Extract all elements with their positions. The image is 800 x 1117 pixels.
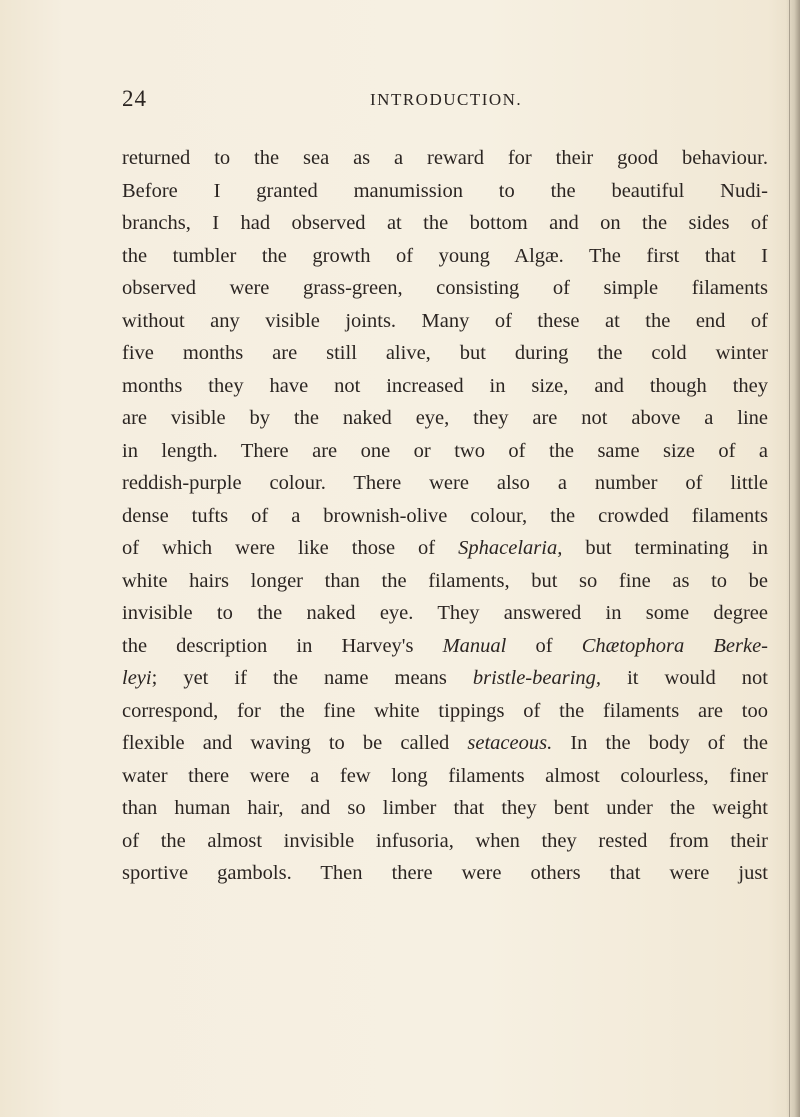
body-text xyxy=(122,142,768,890)
italic-species-name: leyi xyxy=(122,667,152,689)
italic-term: bristle-bearing, xyxy=(472,667,602,689)
text-run: it would not xyxy=(601,667,768,689)
text-line: without any visible joints. Many of these at the end of xyxy=(122,309,768,332)
page-header xyxy=(122,86,778,116)
text-line xyxy=(122,532,768,565)
text-run: flexible and waving to be called xyxy=(122,732,468,754)
running-head: INTRODUCTION. xyxy=(370,90,523,109)
text-run: of which were like those of xyxy=(122,537,459,559)
text-line xyxy=(122,727,768,760)
italic-species-name: Chætophora Berke- xyxy=(581,634,768,657)
text-run: but terminating in xyxy=(562,537,768,559)
italic-term: setaceous. xyxy=(467,732,553,754)
text-line: white hairs longer than the filaments, but so fine as to be xyxy=(122,569,768,592)
text-run: ; yet if the name means xyxy=(151,667,473,689)
page-number: 24 xyxy=(122,86,147,111)
text-line: five months are still alive, but during the cold winter xyxy=(122,342,768,364)
text-line: in length. There are one or two of the same size of a xyxy=(122,439,768,462)
text-line xyxy=(122,630,768,663)
text-line: the tumbler the growth of young Algæ. The first that I xyxy=(122,244,768,267)
text-line: months they have not increased in size, and though they xyxy=(122,374,768,397)
text-line: correspond, for the fine white tippings of the filaments are too xyxy=(122,699,768,722)
text-line: reddish-purple colour. There were also a number of little xyxy=(122,472,768,494)
text-line: sportive gambols. Then there were others that were just xyxy=(122,862,768,884)
text-line: branchs, I had observed at the bottom and on the sides of xyxy=(122,212,768,234)
text-line: invisible to the naked eye. They answered in some degree xyxy=(122,602,768,624)
text-line: than human hair, and so limber that they bent under the weight xyxy=(122,797,768,819)
text-line: returned to the sea as a reward for their good behaviour. xyxy=(122,147,768,169)
italic-book-title: Manual xyxy=(442,634,507,657)
text-line: are visible by the naked eye, they are not above a line xyxy=(122,407,768,429)
text-line: of the almost invisible infusoria, when they rested from their xyxy=(122,829,768,852)
text-line: water there were a few long filaments almost colourless, finer xyxy=(122,764,768,787)
text-run: the description in Harvey's xyxy=(122,634,443,657)
italic-genus-name: Sphacelaria, xyxy=(458,537,563,559)
text-line: observed were grass-green, consisting of simple filaments xyxy=(122,277,768,299)
text-run: In the body of the xyxy=(552,732,768,754)
page-edge-line xyxy=(789,0,790,1117)
text-run: of xyxy=(506,634,582,657)
text-line: dense tufts of a brownish-olive colour, the crowded filaments xyxy=(122,504,768,527)
text-line xyxy=(122,662,768,695)
text-line: Before I granted manumission to the beautiful Nudi- xyxy=(122,179,768,202)
